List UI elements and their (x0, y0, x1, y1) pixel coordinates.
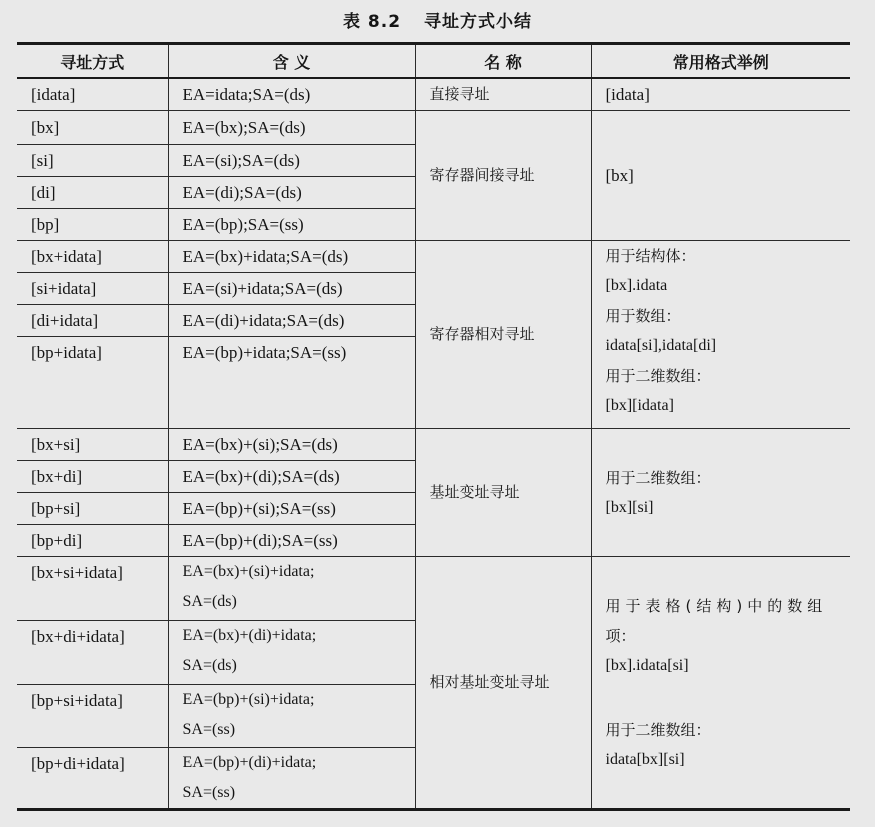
meaning-line: EA=(bp)+(si)+idata; (182, 691, 315, 708)
addressing-modes-table (17, 42, 850, 811)
meaning-cell: EA=(bx)+(di);SA=(ds) (168, 461, 415, 493)
meaning-line: SA=(ds) (182, 593, 237, 610)
mode-cell: [bx+di+idata] (17, 621, 168, 685)
meaning-cell (168, 621, 415, 685)
meaning-cell: EA=(bx)+(si);SA=(ds) (168, 429, 415, 461)
mode-cell: [bp] (17, 209, 168, 241)
example-cell-based-indexed (591, 429, 850, 557)
mode-cell: [bp+di+idata] (17, 748, 168, 810)
meaning-cell: EA=(si);SA=(ds) (168, 145, 415, 177)
spacer (606, 681, 851, 715)
meaning-line: EA=(bx)+(di)+idata; (182, 627, 317, 644)
example-cell-relative-based-indexed (591, 557, 850, 810)
header-example: 常用格式举例 (591, 44, 850, 79)
example-line: [bx].idata (605, 277, 668, 294)
table-title: 寻址方式小结 (423, 12, 532, 32)
example-line: [bx][idata] (605, 397, 674, 414)
mode-cell: [bx+si] (17, 429, 168, 461)
header-name: 名 称 (415, 44, 591, 79)
mode-cell: [si] (17, 145, 168, 177)
meaning-cell: EA=idata;SA=(ds) (168, 78, 415, 111)
example-line: 用于数组： (605, 307, 681, 325)
mode-cell: [si+idata] (17, 273, 168, 305)
table-row (17, 111, 850, 145)
meaning-cell (168, 557, 415, 621)
name-cell-relative-based-indexed: 相对基址变址寻址 (415, 557, 591, 810)
meaning-line: SA=(ds) (182, 657, 237, 674)
example-line: 用于二维数组： (605, 468, 711, 487)
meaning-cell: EA=(bp)+idata;SA=(ss) (168, 337, 415, 429)
meaning-cell (168, 685, 415, 748)
meaning-line: EA=(bx)+(si)+idata; (182, 563, 315, 580)
header-row (17, 44, 850, 79)
mode-cell: [di] (17, 177, 168, 209)
mode-cell: [bx] (17, 111, 168, 145)
name-cell-indirect: 寄存器间接寻址 (415, 111, 591, 241)
example-cell-relative (591, 241, 850, 429)
meaning-cell: EA=(di)+idata;SA=(ds) (168, 305, 415, 337)
header-meaning: 含 义 (168, 44, 415, 79)
meaning-cell: EA=(bp);SA=(ss) (168, 209, 415, 241)
mode-cell: [idata] (17, 78, 168, 111)
mode-cell: [bp+idata] (17, 337, 168, 429)
mode-cell: [bp+di] (17, 525, 168, 557)
meaning-line: EA=(bp)+(di)+idata; (182, 754, 317, 771)
name-cell-relative: 寄存器相对寻址 (415, 241, 591, 429)
meaning-cell: EA=(bp)+(si);SA=(ss) (168, 493, 415, 525)
meaning-cell (168, 748, 415, 810)
table-row (17, 241, 850, 273)
name-cell-direct: 直接寻址 (415, 78, 591, 111)
mode-cell: [di+idata] (17, 305, 168, 337)
mode-cell: [bx+di] (17, 461, 168, 493)
example-line: 用于二维数组： (605, 367, 711, 385)
example-line: [bx].idata[si] (605, 656, 689, 674)
table-row (17, 429, 850, 461)
example-cell-indirect: [bx] (591, 111, 850, 241)
meaning-line: SA=(ss) (182, 784, 236, 801)
example-line: 用于表格(结构)中的数组 (605, 596, 828, 615)
example-line: idata[si],idata[di] (605, 337, 717, 354)
example-cell-direct: [idata] (591, 78, 850, 111)
meaning-cell: EA=(di);SA=(ds) (168, 177, 415, 209)
meaning-cell: EA=(bp)+(di);SA=(ss) (168, 525, 415, 557)
table-caption (0, 7, 875, 32)
meaning-cell: EA=(si)+idata;SA=(ds) (168, 273, 415, 305)
example-line: 用于二维数组： (605, 720, 711, 739)
mode-cell: [bp+si] (17, 493, 168, 525)
example-line: 项： (605, 626, 636, 645)
example-line: idata[bx][si] (605, 750, 685, 768)
name-cell-based-indexed: 基址变址寻址 (415, 429, 591, 557)
mode-cell: [bp+si+idata] (17, 685, 168, 748)
meaning-line: SA=(ss) (182, 721, 236, 738)
mode-cell: [bx+idata] (17, 241, 168, 273)
example-line: [bx][si] (605, 498, 654, 516)
table-number: 表 8.2 (343, 12, 402, 32)
mode-cell: [bx+si+idata] (17, 557, 168, 621)
example-line: 用于结构体： (605, 247, 696, 265)
meaning-cell: EA=(bx);SA=(ds) (168, 111, 415, 145)
table-row (17, 557, 850, 621)
header-mode: 寻址方式 (17, 44, 168, 79)
meaning-cell: EA=(bx)+idata;SA=(ds) (168, 241, 415, 273)
table-row (17, 78, 850, 111)
